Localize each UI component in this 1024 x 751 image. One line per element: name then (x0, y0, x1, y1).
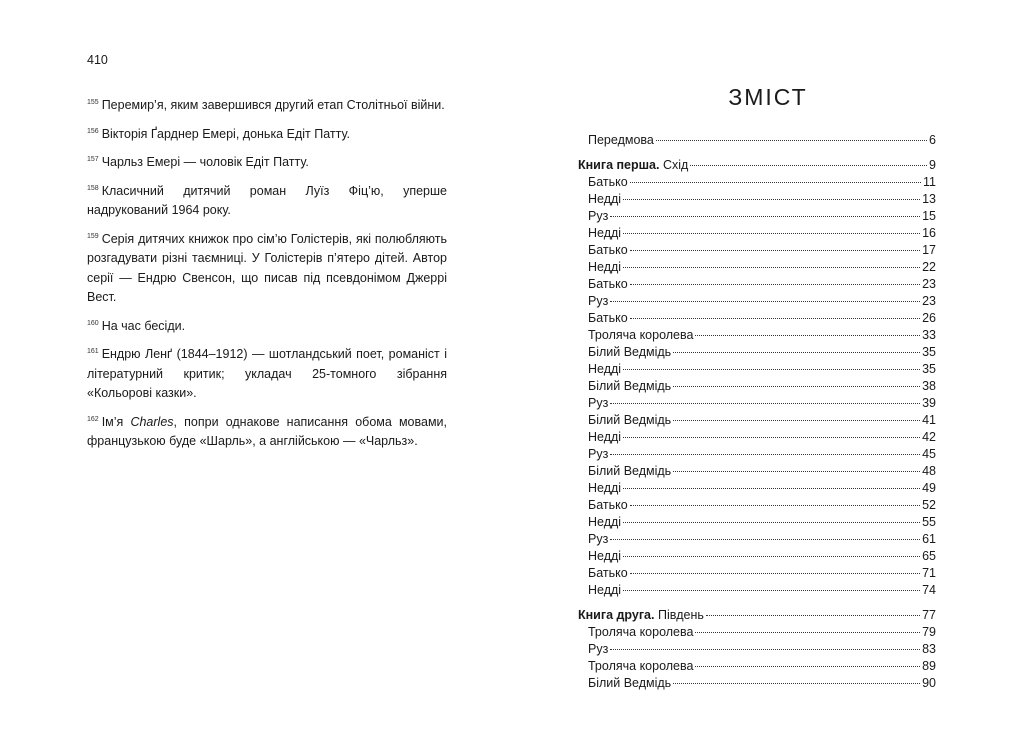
toc-entry-chapter[interactable] (578, 259, 936, 276)
toc-entry-chapter[interactable] (578, 225, 936, 242)
toc-entry-chapter[interactable] (578, 378, 936, 395)
footnote-number: 158 (87, 184, 99, 192)
toc-entry-chapter[interactable] (578, 565, 936, 582)
toc-book-label (578, 607, 704, 624)
toc-entry-page: 35 (922, 362, 936, 376)
footnote-text: Ендрю Ленґ (1844–1912) — шотландський поет, романіст і літературний критик; укладач 25-томного зібрання «Кольорові казки». (87, 347, 447, 400)
toc-entry-label: Руз (588, 532, 609, 546)
toc-entry-page: 6 (929, 133, 936, 147)
toc-entry-label: Руз (588, 396, 609, 410)
toc-entry-page: 79 (922, 625, 936, 639)
toc-entry-chapter[interactable] (578, 531, 936, 548)
footnote (87, 410, 447, 452)
dot-leader (673, 386, 920, 387)
toc-entry-chapter[interactable] (578, 293, 936, 310)
toc-entry-page: 77 (922, 608, 936, 622)
dot-leader (623, 522, 920, 523)
toc-entry-label: Батько (588, 311, 628, 325)
footnote-number: 155 (87, 99, 99, 106)
footnote (87, 93, 447, 116)
toc-entry-chapter[interactable] (578, 174, 936, 191)
footnote-text: Перемир’я, яким завершився другий етап Столітньої війни. (101, 98, 445, 112)
right-page (512, 0, 1024, 751)
dot-leader (610, 301, 920, 302)
toc-entry-chapter[interactable] (578, 276, 936, 293)
dot-leader (623, 590, 920, 591)
toc-book-label-rest: Схід (659, 158, 689, 172)
footnote-text: Серія дитячих книжок про сім’ю Голістерів, які полюбляють розгадувати різні таємниці. У Голістерів п’ятеро дітей. Автор серії — Ендрю Свенсон, що писав під псевдонімом Джеррі Вест. (87, 231, 447, 304)
toc-title: ЗМІСТ (728, 84, 808, 110)
dot-leader (673, 420, 920, 421)
toc-entry-label: Руз (588, 294, 609, 308)
book1-chapters (578, 174, 936, 599)
toc-entry-page: 90 (922, 676, 936, 690)
footnote-text-pre: Ім’я (101, 414, 131, 429)
footnote (87, 227, 447, 308)
dot-leader (695, 632, 920, 633)
table-of-contents (578, 132, 936, 692)
dot-leader (630, 573, 920, 574)
dot-leader (623, 233, 920, 234)
toc-entry-label: Троляча королева (588, 625, 694, 639)
toc-entry-page: 41 (922, 413, 936, 427)
toc-entry-label: Батько (588, 498, 628, 512)
toc-entry-page: 23 (922, 277, 936, 291)
toc-entry-page: 39 (922, 396, 936, 410)
footnote-number: 162 (87, 415, 99, 423)
toc-entry-label: Батько (588, 566, 628, 580)
dot-leader (610, 649, 920, 650)
dot-leader (623, 488, 920, 489)
page-number: 410 (87, 53, 108, 67)
toc-entry-label: Батько (588, 277, 628, 291)
toc-book-label (578, 157, 688, 174)
toc-entry-chapter[interactable] (578, 446, 936, 463)
toc-entry-chapter[interactable] (578, 242, 936, 259)
toc-entry-page: 35 (922, 345, 936, 359)
toc-entry-chapter[interactable] (578, 429, 936, 446)
toc-entry-label: Троляча королева (588, 659, 694, 673)
toc-entry-chapter[interactable] (578, 480, 936, 497)
toc-entry-page: 22 (922, 260, 936, 274)
toc-entry-label: Білий Ведмідь (588, 345, 672, 359)
dot-leader (673, 683, 920, 684)
footnote-text: Чарльз Емері — чоловік Едіт Патту. (101, 155, 309, 169)
toc-entry-page: 49 (922, 481, 936, 495)
toc-entry-label: Батько (588, 175, 628, 189)
footnotes (87, 93, 447, 458)
toc-entry-page: 65 (922, 549, 936, 563)
toc-entry-chapter[interactable] (578, 361, 936, 378)
footnote-text: Класичний дитячий роман Луїз Фіц’ю, уперше надрукований 1964 року. (87, 183, 447, 217)
toc-entry-label: Руз (588, 642, 609, 656)
toc-entry-preface[interactable] (578, 132, 936, 149)
toc-entry-label: Руз (588, 209, 609, 223)
toc-entry-chapter[interactable] (578, 548, 936, 565)
dot-leader (695, 335, 920, 336)
toc-entry-page: 74 (922, 583, 936, 597)
toc-entry-label: Недді (588, 226, 622, 240)
toc-entry-label: Недді (588, 583, 622, 597)
footnote-text: Вікторія Ґарднер Емері, донька Едіт Патту. (101, 126, 350, 141)
toc-entry-page: 23 (922, 294, 936, 308)
dot-leader (630, 182, 921, 183)
dot-leader (610, 454, 920, 455)
toc-entry-chapter[interactable] (578, 514, 936, 531)
toc-entry-page: 38 (922, 379, 936, 393)
toc-entry-chapter[interactable] (578, 327, 936, 344)
toc-entry-page: 61 (922, 532, 936, 546)
dot-leader (630, 505, 920, 506)
toc-entry-page: 89 (922, 659, 936, 673)
toc-book-label-bold: Книга перша. (578, 158, 660, 172)
toc-entry-label: Недді (588, 362, 622, 376)
dot-leader (706, 615, 920, 616)
dot-leader (630, 284, 920, 285)
footnote-text-italic: Charles (130, 414, 174, 429)
dot-leader (623, 556, 920, 557)
footnote-text-post: , попри однакове написання обома мовами, французькою буде «Шарль», а англійською — «Чарльз». (87, 414, 448, 448)
dot-leader (623, 369, 920, 370)
toc-entry-page: 15 (922, 209, 936, 223)
footnote-text: На час бесіди. (101, 318, 186, 333)
footnote (87, 150, 447, 173)
toc-entry-label: Недді (588, 430, 622, 444)
toc-entry-page: 11 (923, 175, 936, 189)
toc-entry-chapter[interactable] (578, 310, 936, 327)
toc-entry-chapter[interactable] (578, 344, 936, 361)
toc-entry-label: Батько (588, 243, 628, 257)
toc-entry-label: Недді (588, 192, 622, 206)
toc-book-heading[interactable] (578, 607, 936, 624)
footnote-number: 159 (87, 232, 99, 240)
toc-entry-page: 9 (929, 158, 936, 172)
dot-leader (630, 318, 920, 319)
footnote-number: 156 (87, 127, 99, 135)
toc-entry-chapter[interactable] (578, 463, 936, 480)
footnote-number: 160 (87, 319, 99, 327)
dot-leader (610, 216, 920, 217)
dot-leader (610, 403, 920, 404)
toc-entry-chapter[interactable] (578, 191, 936, 208)
toc-entry-label: Недді (588, 549, 622, 563)
footnote (87, 314, 447, 337)
toc-entry-page: 55 (922, 515, 936, 529)
toc-entry-label: Недді (588, 515, 622, 529)
toc-entry-page: 26 (922, 311, 936, 325)
toc-entry-page: 17 (922, 243, 936, 257)
dot-leader (673, 471, 920, 472)
dot-leader (610, 539, 920, 540)
footnote-number: 157 (87, 156, 99, 163)
toc-entry-chapter[interactable] (578, 497, 936, 514)
toc-entry-label: Недді (588, 260, 622, 274)
toc-entry-label: Білий Ведмідь (588, 464, 672, 478)
book2-chapters (578, 624, 936, 692)
footnote (87, 342, 447, 404)
toc-entry-page: 83 (922, 642, 936, 656)
toc-entry-chapter[interactable] (578, 641, 936, 658)
footnote (87, 179, 447, 221)
dot-leader (623, 437, 920, 438)
toc-entry-chapter[interactable] (578, 208, 936, 225)
toc-entry-chapter[interactable] (578, 395, 936, 412)
toc-book-heading[interactable] (578, 157, 936, 174)
toc-entry-page: 45 (922, 447, 936, 461)
toc-entry-page: 52 (922, 498, 936, 512)
toc-book-label-rest: Південь (654, 608, 704, 622)
toc-entry-label: Білий Ведмідь (588, 676, 672, 690)
dot-leader (690, 165, 927, 166)
toc-entry-chapter[interactable] (578, 624, 936, 641)
toc-entry-chapter[interactable] (578, 582, 936, 599)
toc-entry-page: 71 (922, 566, 936, 580)
toc-book-label-bold: Книга друга. (578, 608, 655, 622)
toc-entry-chapter[interactable] (578, 675, 936, 692)
toc-entry-label: Передмова (588, 133, 654, 147)
toc-entry-chapter[interactable] (578, 658, 936, 675)
toc-entry-label: Руз (588, 447, 609, 461)
toc-entry-page: 48 (922, 464, 936, 478)
toc-entry-label: Білий Ведмідь (588, 379, 672, 393)
footnote-number: 161 (87, 348, 99, 355)
toc-entry-page: 42 (922, 430, 936, 444)
toc-entry-page: 13 (922, 192, 936, 206)
dot-leader (656, 140, 927, 141)
dot-leader (673, 352, 920, 353)
toc-entry-page: 33 (922, 328, 936, 342)
dot-leader (623, 199, 920, 200)
dot-leader (695, 666, 920, 667)
dot-leader (623, 267, 920, 268)
toc-entry-label: Троляча королева (588, 328, 694, 342)
toc-entry-label: Білий Ведмідь (588, 413, 672, 427)
footnote (87, 122, 447, 145)
toc-entry-label: Недді (588, 481, 622, 495)
dot-leader (630, 250, 920, 251)
toc-entry-page: 16 (922, 226, 936, 240)
toc-entry-chapter[interactable] (578, 412, 936, 429)
